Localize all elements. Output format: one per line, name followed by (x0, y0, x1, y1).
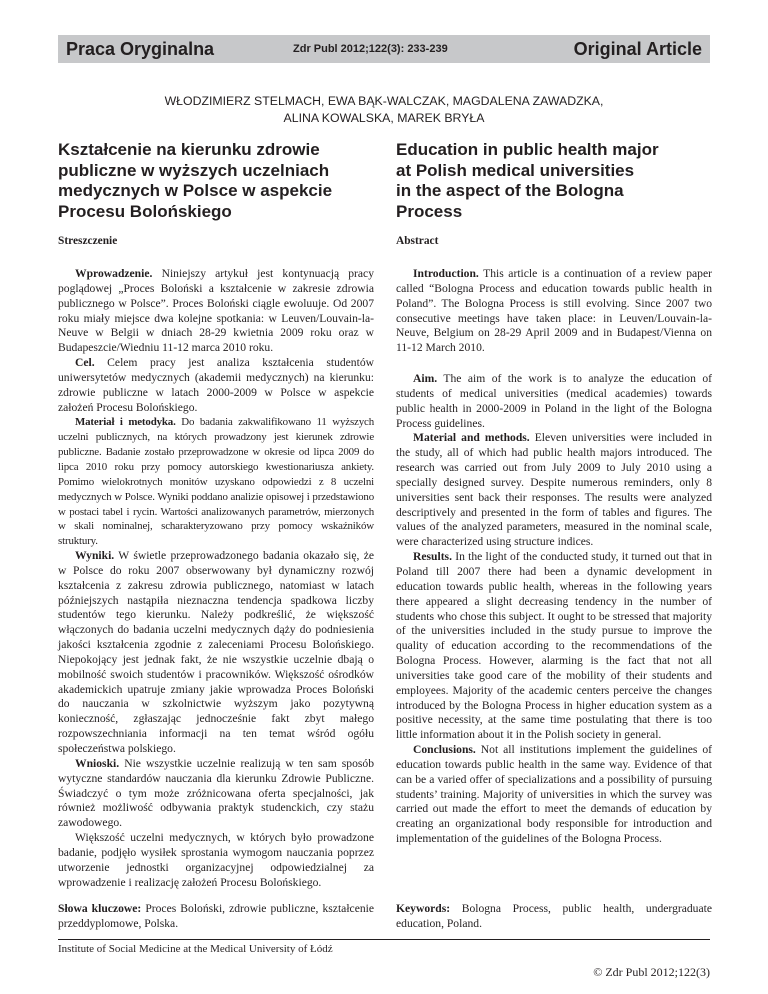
section-label-polish: Praca Oryginalna (66, 39, 215, 59)
paragraph-label: Wprowadzenie. (75, 267, 153, 280)
footer-divider (58, 939, 710, 940)
abstract-heading: Abstract (396, 235, 439, 247)
paragraph-text: In the light of the conducted study, it turned out that in Poland till 2007 there had been a dynamic development in education towards public health, whereas in the following years there appeared a slight decreasing tendency in the number of students who chose this subject. It ought to be stressed that majority of the universities included in the study pursue to improve the quality of education according to the recommendations of the Bologna Process. However, alarming is the fact that not all universities take good care of the mobility of their students and employees. Majority of the academic centers perceive the changes introduced by the Bologna Process in higher education system as a positive necessity, at the same time postulating that there is too little information about it in the Polish society in general. (396, 550, 712, 742)
keywords-text: Proces Boloński, zdrowie publiczne, kształcenie przeddyplomowe, Polska. (58, 902, 375, 930)
keywords-label: Słowa kluczowe: (58, 902, 142, 915)
paragraph-wnioski-cont (58, 831, 374, 890)
paragraph-wnioski (58, 757, 374, 831)
paragraph-label: Materiał i metodyka. (75, 416, 176, 429)
title-line: medycznych w Polsce w aspekcie (58, 181, 333, 200)
author-line: WŁODZIMIERZ STELMACH, EWA BĄK-WALCZAK, MAGDALENA ZAWADZKA, (164, 94, 604, 108)
keywords-label: Keywords: (396, 902, 451, 915)
paragraph-wyniki (58, 549, 374, 757)
title-line: Kształcenie na kierunku zdrowie (58, 140, 320, 159)
paragraph-label: Cel. (75, 356, 95, 370)
keywords-polish (58, 901, 374, 931)
paragraph-aim (396, 372, 712, 431)
paragraph-text: Nie wszystkie uczelnie realizują w ten sam sposób wytyczne standardów nauczania dla kierunku Zdrowie Publiczne. Świadczyć o tym może zróżnicowana oferta specjalności, jak również możliwość odbywania praktyk studenckich, czy stażu zawodowego. (58, 756, 374, 830)
paragraph-text: Większość uczelni medycznych, w których było prowadzone badanie, podjęło wysiłek sprostania wymogom nauczania poprzez utworzenie jednostki organizacyjnej odpowiedzialnej za wprowadzenie i realizację założeń Procesu Bolońskiego. (58, 831, 374, 889)
paragraph-text: Do badania zakwalifikowano 11 wyższych uczelni publicznych, na których prowadzony jest kierunek zdrowie publiczne. Badanie zostało przeprowadzone w okresie od lipca 2009 do lipca 2010 roku przy pomocy autorskiego kwestionariusza ankiety. Pomimo wielokrotnych monitów uzyskano odpowiedzi z 8 uczelni medycznych w Polsce. Wyniki poddano analizie opisowej i przedstawiono w postaci tabel i rycin. Wartości analizowanych parametrów, mierzonych w skali nominalnej, scharakteryzowano przy pomocy wskaźników struktury. (58, 416, 375, 548)
author-list (58, 93, 710, 127)
paragraph-label: Material and methods. (413, 431, 530, 445)
journal-citation: Zdr Publ 2012;122(3): 233-239 (293, 43, 448, 55)
keywords-text: Bologna Process, public health, undergraduate education, Poland. (396, 902, 712, 930)
section-label-english: Original Article (573, 39, 702, 59)
paragraph-label: Introduction. (413, 267, 479, 280)
title-line: Process (396, 201, 463, 221)
title-english (396, 140, 716, 222)
paragraph-label: Aim. (413, 372, 438, 385)
polish-abstract-body (58, 267, 374, 890)
institute-affiliation: Institute of Social Medicine at the Medical University of Łódź (58, 943, 333, 955)
title-line: publiczne w wyższych uczelniach (58, 160, 330, 180)
streszczenie-heading: Streszczenie (58, 235, 118, 247)
copyright-notice: © Zdr Publ 2012;122(3) (593, 965, 710, 979)
author-line: ALINA KOWALSKA, MAREK BRYŁA (283, 111, 485, 125)
paragraph-label: Wnioski. (75, 756, 120, 770)
paragraph-label: Results. (413, 550, 452, 564)
paragraph-cel (58, 356, 374, 415)
english-abstract-body (396, 372, 712, 847)
title-line: at Polish medical universities (396, 160, 635, 180)
title-line: Procesu Bolońskiego (58, 201, 232, 221)
paragraph-text: Not all institutions implement the guidelines of education towards public health in the same way. Evidence of that can be a varied offer of specializations and a possibility of pursuing students’ training. Majority of universities in which the survey was carried out made the effort to meet the demands of education by creating an organizational body responsible for introduction and implementation of the guidelines of the Bologna Process. (396, 743, 712, 846)
paragraph-text: Eleven universities were included in the study, all of which had public health majors introduced. The research was carried out from July 2009 to July 2010 using a specially designed survey. Despite numerous reminders, only 8 universities sent back their responses. The results were analyzed descriptively and presented in the form of tables and figures. The values of the analyzed parameters, measured in the nominal scale, were characterized using structure indices. (396, 431, 712, 549)
title-line: in the aspect of the Bologna (396, 181, 624, 200)
paragraph-material (58, 415, 374, 549)
paragraph-methods (396, 431, 712, 550)
paragraph-text: Celem pracy jest analiza kształcenia studentów uniwersytetów medycznych (akademii medycznych) na kierunku: zdrowie publiczne w latach 2000-2009 w Polsce w aspekcie założeń Procesu Bolońskiego. (58, 356, 374, 414)
journal-header-bar (58, 35, 710, 63)
paragraph-text: Niniejszy artykuł jest kontynuacją pracy poglądowej „Proces Boloński a kształcenie w zakresie zdrowia publicznego w Polsce”. Proces Boloński ciągle ewoluuje. Od 2007 roku miały miejsce dwa kolejne spotkania: w Leuven/Louvain-la-Neuve w Belgii w dniach 28-29 kwietnia 2009 roku oraz w Budapeszcie/Wiedniu 11-12 marca 2010 roku. (58, 267, 374, 355)
paragraph-results (396, 550, 712, 743)
paragraph-introduction (396, 267, 712, 356)
title-polish (58, 140, 358, 222)
paragraph-text: This article is a continuation of a review paper called “Bologna Process and education towards public health in Poland”. The Bologna Process is still evolving. Since 2007 two consecutive meetings have taken place: in Leuven/Louvain-la-Neuve, Belgium on 28-29 April 2009 and in Budapest/Vienna on 11-12 March 2010. (396, 267, 712, 355)
paragraph-text: The aim of the work is to analyze the education of students of medical universities (medical academies) towards public health in 2000-2009 in Poland in the light of the Bologna Process guidelines. (396, 372, 712, 430)
english-abstract-introduction (396, 267, 712, 356)
paragraph-label: Conclusions. (413, 743, 476, 757)
paragraph-label: Wyniki. (75, 549, 115, 563)
title-line: Education in public health major (396, 140, 659, 159)
paragraph-wprowadzenie (58, 267, 374, 356)
keywords-english (396, 901, 712, 931)
paragraph-conclusions (396, 743, 712, 847)
paragraph-text: W świetle przeprowadzonego badania okazało się, że w Polsce do roku 2007 obserwowany był dynamiczny rozwój kształcenia z zakresu zdrowia publicznego, natomiast w latach późniejszych nastąpiła nieznaczna tendencja spadkowa liczby studentów tego kierunku. Należy podkreślić, że większość włączonych do badania uczelni medycznych dąży do podniesienia jakości kształcenia zgodnie z zaleceniami Procesu Bolońskiego. Niepokojący jest jednak fakt, że nie wszystkie uczelnie dbają o mobilność swoich studentów i pracowników. Większość ośrodków akademickich upatruje zmiany jakie wprowadza Proces Boloński do nauczania w szkolnictwie wyższym jako pozytywną konieczność, zgłaszając jednocześnie fakt zbyt małego rozpowszechniania informacji na ten temat wśród ogółu społeczeństwa polskiego. (58, 549, 374, 755)
